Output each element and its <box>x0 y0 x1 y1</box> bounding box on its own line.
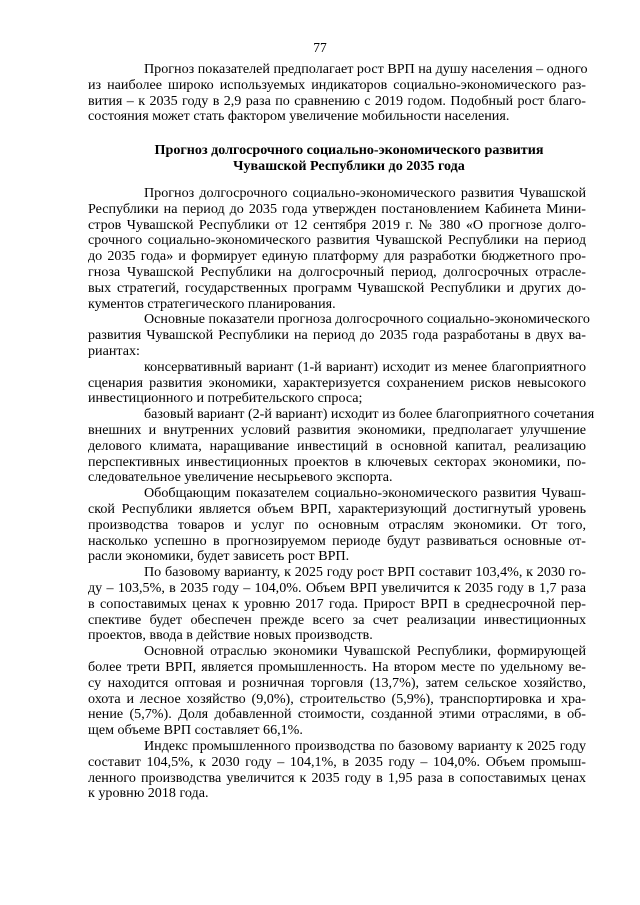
text-line <box>0 470 640 486</box>
text-line-content: Прогноз долгосрочного социально-экономического развития Чувашской <box>144 185 586 201</box>
text-line <box>0 739 640 755</box>
text-line <box>0 202 640 218</box>
text-line-content: в сопоставимых ценах к уровню 2017 года. Прирост ВРП в среднесрочной пер- <box>88 595 586 612</box>
page-number: 77 <box>313 40 327 55</box>
text-line-content: вых стратегий, государственных программ Чувашской Республики и других до- <box>88 279 586 296</box>
text-line-content: развития Чувашской Республики на период до 2035 года разработаны в двух ва- <box>88 327 586 344</box>
text-line <box>0 597 640 613</box>
text-line <box>0 502 640 518</box>
text-line-content: расли экономики, будет зависеть рост ВРП. <box>88 548 350 565</box>
text-line-content: По базовому варианту, к 2025 году рост ВРП составит 103,4%, к 2030 го- <box>144 564 586 581</box>
text-line <box>0 755 640 771</box>
text-line <box>0 109 640 125</box>
text-line <box>0 265 640 281</box>
text-line <box>0 565 640 581</box>
text-line <box>0 423 640 439</box>
text-line <box>0 518 640 534</box>
text-line <box>0 78 640 94</box>
text-line <box>0 786 640 802</box>
text-line <box>0 644 640 660</box>
text-line-content: срочного социально-экономического развития Чувашской Республики на период <box>88 232 586 249</box>
text-line-content: консервативный вариант (1-й вариант) исходит из менее благоприятного <box>144 358 586 375</box>
text-line-content: делового климата, наращивание инвестиций в основной капитал, реализацию <box>88 437 586 454</box>
text-line-content: Обобщающим показателем социально-экономического развития Чуваш- <box>144 485 586 502</box>
text-line <box>0 549 640 565</box>
text-line-content: ду – 103,5%, в 2035 году – 104,0%. Объем ВРП увеличится к 2035 году в 1,7 раза <box>88 580 586 596</box>
heading-line: Прогноз долгосрочного социально-экономического развития <box>154 142 544 158</box>
text-line <box>0 218 640 234</box>
text-line-content: охота и лесное хозяйство (9,0%), строительство (5,9%), транспортировка и хра- <box>88 690 586 707</box>
text-line-content: спективе будет обеспечен прежде всего за счет реализации инвестиционных <box>88 611 586 628</box>
text-line-content: состояния может стать фактором увеличение мобильности населения. <box>88 108 510 125</box>
text-line <box>0 771 640 787</box>
text-line-content: к уровню 2018 года. <box>88 785 209 802</box>
text-line <box>0 281 640 297</box>
text-line-content: из наиболее широко используемых индикаторов социально-экономического раз- <box>88 76 586 93</box>
text-line-content: следовательное увеличение несырьевого экспорта. <box>88 469 393 486</box>
text-line <box>0 297 640 313</box>
text-line <box>0 534 640 550</box>
text-line <box>0 455 640 471</box>
text-line-content: Республики на период до 2035 года утвержден постановлением Кабинета Мини- <box>88 200 586 217</box>
text-line-content: сценария развития экономики, характеризуется сохранением рисков невысокого <box>88 374 586 391</box>
text-line-content: щем объеме ВРП составляет 66,1%. <box>88 722 303 739</box>
heading-line: Чувашской Республики до 2035 года <box>233 157 465 174</box>
text-line <box>0 312 640 328</box>
text-line <box>0 376 640 392</box>
text-line <box>0 676 640 692</box>
text-line-content: перспективных инвестиционных проектов в ключевых секторах экономики, по- <box>88 453 586 470</box>
text-line-content: более трети ВРП, является промышленность. На втором месте по удельному ве- <box>88 659 586 675</box>
text-line-content: стров Чувашской Республики от 12 сентября 2019 г. № 380 «О прогнозе долго- <box>88 216 586 233</box>
text-line <box>0 328 640 344</box>
text-line-content: Основные показатели прогноза долгосрочного социально-экономического <box>144 311 590 328</box>
text-line-content: ской Республики является объем ВРП, характеризующий достигнутый уровень <box>88 501 586 517</box>
text-line-content: нение (5,7%). Доля добавленной стоимости, созданной этими отраслями, в об- <box>88 706 586 723</box>
text-line-content: внешних и внутренних условий развития экономики, предполагает улучшение <box>88 422 586 438</box>
text-line <box>0 94 640 110</box>
text-line <box>0 707 640 723</box>
text-line <box>0 344 640 360</box>
text-line <box>0 360 640 376</box>
text-line-content: Прогноз показателей предполагает рост ВРП на душу населения – одного <box>144 61 588 77</box>
text-line <box>0 486 640 502</box>
text-line <box>0 692 640 708</box>
text-line <box>0 723 640 739</box>
text-line <box>0 628 640 644</box>
text-line-content: гноза Чувашской Республики на долгосрочный период, долгосрочных отрасле- <box>88 264 586 280</box>
text-line-content: составит 104,5%, к 2030 году – 104,1%, в 2035 году – 104,0%. Объем промыш- <box>88 753 586 770</box>
text-line <box>0 186 640 202</box>
text-line-content: риантах: <box>88 343 140 359</box>
text-line-content: вития – к 2035 году в 2,9 раза по сравнению с 2019 годом. Подобный рост благо- <box>88 92 586 109</box>
text-line-content: ленного производства увеличится к 2035 году в 1,95 раза в сопоставимых ценах <box>88 769 586 786</box>
text-line <box>0 407 640 423</box>
text-line-content: насколько успешно в прогнозируемом периоде будут развиваться основные от- <box>88 532 586 549</box>
text-line <box>0 62 640 78</box>
text-line-content: кументов стратегического планирования. <box>88 295 336 312</box>
text-line <box>0 439 640 455</box>
text-line <box>0 660 640 676</box>
text-line-content: су находится оптовая и розничная торговля (13,7%), затем сельское хозяйство, <box>88 674 586 691</box>
text-line <box>0 233 640 249</box>
text-line-content: производства товаров и услуг по основным отраслям экономики. От того, <box>88 516 586 533</box>
text-line-content: базовый вариант (2-й вариант) исходит из более благоприятного сочетания <box>144 406 595 423</box>
text-line <box>0 249 640 265</box>
text-line <box>0 391 640 407</box>
text-line-content: проектов, ввода в действие новых производств. <box>88 627 373 644</box>
text-line-content: до 2035 года» и формирует единую платформу для разработки бюджетного про- <box>88 248 586 265</box>
text-line-content: Основной отраслью экономики Чувашской Республики, формирующей <box>144 643 586 660</box>
text-line-content: Индекс промышленного производства по базовому варианту к 2025 году <box>144 738 586 754</box>
text-line <box>0 581 640 597</box>
text-line-content: инвестиционного и потребительского спроса; <box>88 390 363 407</box>
text-line <box>0 613 640 629</box>
